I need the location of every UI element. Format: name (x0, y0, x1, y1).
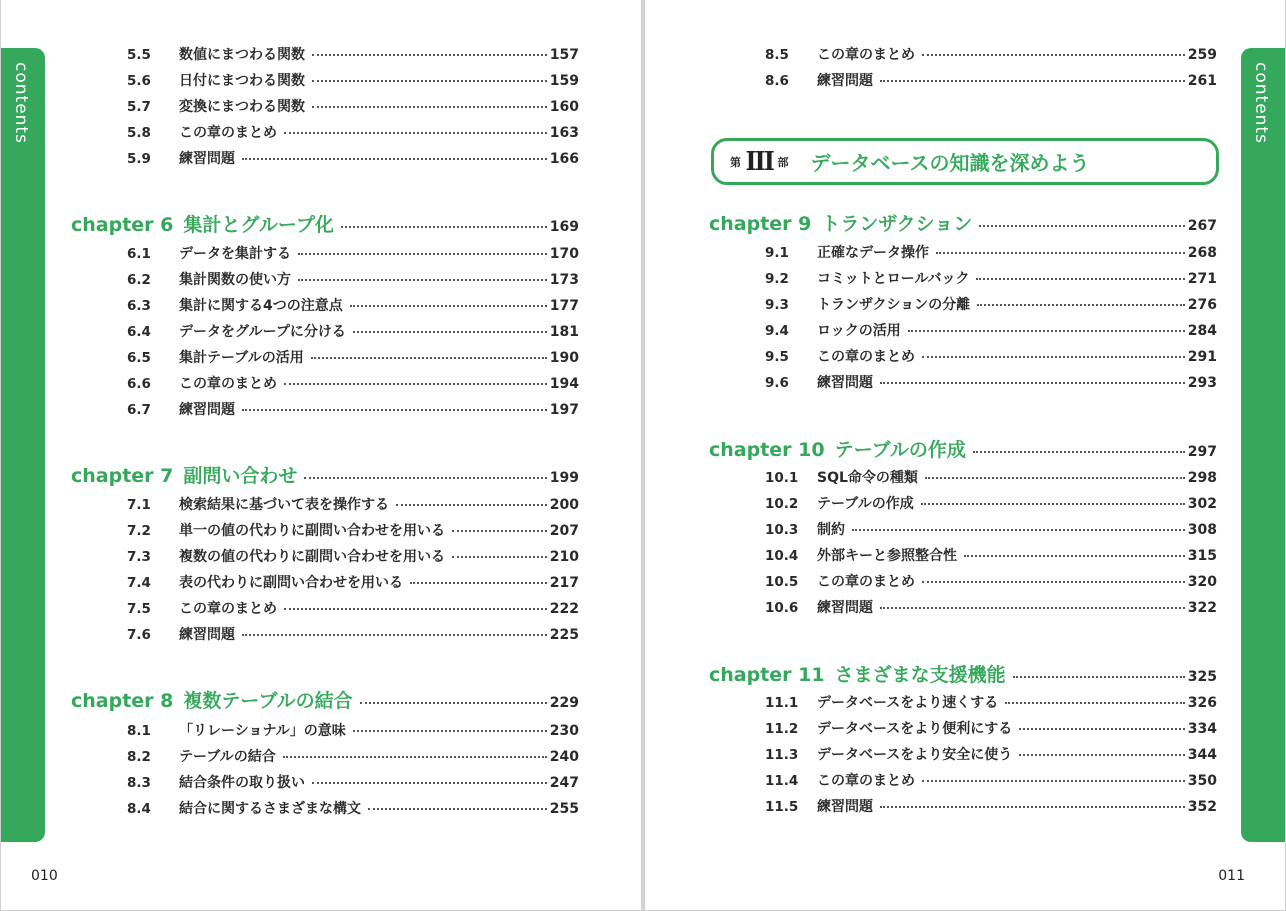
dot-leader (964, 555, 1185, 557)
dot-leader (284, 383, 547, 385)
toc-chapter-entry[interactable] (71, 210, 579, 237)
section-title: この章のまとめ (817, 773, 915, 789)
toc-section-entry[interactable] (709, 545, 1217, 565)
section-number: 7.1 (127, 497, 151, 513)
section-number: 11.4 (765, 773, 799, 789)
toc-section-entry[interactable] (71, 122, 579, 142)
page-number: 177 (549, 298, 579, 314)
section-title: データベースをより便利にする (817, 721, 1013, 737)
toc-section-entry[interactable] (71, 494, 579, 514)
dot-leader (312, 106, 547, 108)
page-number: 181 (549, 324, 579, 340)
page-number: 293 (1187, 375, 1217, 391)
contents-tab-label: contents (11, 62, 31, 144)
toc-section-entry[interactable] (709, 372, 1217, 392)
section-number: 6.5 (127, 350, 151, 366)
part-numeral: III (745, 146, 773, 177)
dot-leader (304, 477, 546, 479)
toc-section-entry[interactable] (71, 772, 579, 792)
toc-section-entry[interactable] (709, 597, 1217, 617)
dot-leader (312, 782, 547, 784)
dot-leader (922, 780, 1185, 782)
page-number: 210 (549, 549, 579, 565)
section-title: データをグループに分ける (179, 324, 346, 340)
toc-section-entry[interactable] (71, 624, 579, 644)
chapter-label: chapter 10 (709, 439, 825, 461)
page-number: 267 (1187, 218, 1217, 234)
page-number: 169 (549, 219, 579, 235)
dot-leader (973, 451, 1185, 453)
section-number: 6.1 (127, 246, 151, 262)
page-number: 255 (549, 801, 579, 817)
toc-section-entry[interactable] (709, 519, 1217, 539)
dot-leader (976, 278, 1184, 280)
dot-leader (284, 608, 547, 610)
section-number: 9.5 (765, 349, 789, 365)
section-number: 7.4 (127, 575, 151, 591)
toc-section-entry[interactable] (709, 493, 1217, 513)
section-title: 単一の値の代わりに副問い合わせを用いる (179, 523, 445, 539)
section-title: データベースをより速くする (817, 695, 999, 711)
page-number: 247 (549, 775, 579, 791)
section-number: 9.3 (765, 297, 789, 313)
page-number: 320 (1187, 574, 1217, 590)
section-title: 集計テーブルの活用 (179, 350, 304, 366)
section-number: 10.5 (765, 574, 799, 590)
section-title: 練習問題 (817, 73, 873, 89)
toc-chapter-entry[interactable] (71, 461, 579, 488)
section-title: 練習問題 (179, 402, 235, 418)
left-page (0, 0, 642, 911)
toc-section-entry[interactable] (71, 720, 579, 740)
section-title: データを集計する (179, 246, 291, 262)
section-number: 7.6 (127, 627, 151, 643)
dot-leader (341, 226, 547, 228)
section-number: 10.2 (765, 496, 799, 512)
section-number: 9.6 (765, 375, 789, 391)
chapter-title: 集計とグループ化 (183, 214, 334, 236)
contents-tab-left (1, 48, 45, 842)
section-title: 表の代わりに副問い合わせを用いる (179, 575, 403, 591)
toc-section-entry[interactable] (71, 347, 579, 367)
page-number: 163 (549, 125, 579, 141)
toc-section-entry[interactable] (709, 242, 1217, 262)
page-number: 259 (1187, 47, 1217, 63)
dot-leader (311, 357, 547, 359)
toc-section-entry[interactable] (71, 44, 579, 64)
section-number: 8.5 (765, 47, 789, 63)
toc-section-entry[interactable] (709, 44, 1217, 64)
page-number: 157 (549, 47, 579, 63)
right-page (644, 0, 1286, 911)
section-number: 9.1 (765, 245, 789, 261)
section-title: この章のまとめ (179, 601, 277, 617)
section-title: 日付にまつわる関数 (179, 73, 305, 89)
dot-leader (353, 331, 547, 333)
section-title: コミットとロールバック (817, 271, 970, 287)
section-title: 正確なデータ操作 (817, 245, 929, 261)
dot-leader (283, 756, 547, 758)
dot-leader (979, 225, 1185, 227)
page-number: 197 (549, 402, 579, 418)
section-number: 6.4 (127, 324, 151, 340)
toc-section-entry[interactable] (709, 320, 1217, 340)
section-title: 結合条件の取り扱い (179, 775, 305, 791)
page-number: 230 (549, 723, 579, 739)
section-number: 6.3 (127, 298, 151, 314)
page-number: 298 (1187, 470, 1217, 486)
section-number: 5.7 (127, 99, 151, 115)
dot-leader (410, 582, 547, 584)
toc-section-entry[interactable] (71, 373, 579, 393)
page-number: 276 (1187, 297, 1217, 313)
dot-leader (908, 330, 1185, 332)
section-number: 8.4 (127, 801, 151, 817)
dot-leader (922, 54, 1185, 56)
section-title: 練習問題 (179, 627, 235, 643)
section-title: この章のまとめ (817, 47, 915, 63)
page-number: 194 (549, 376, 579, 392)
section-title: 外部キーと参照整合性 (817, 548, 957, 564)
page-number: 261 (1187, 73, 1217, 89)
page-number: 308 (1187, 522, 1217, 538)
page-number: 350 (1187, 773, 1217, 789)
chapter-label: chapter 6 (71, 214, 174, 236)
chapter-label: chapter 7 (71, 465, 174, 487)
dot-leader (922, 356, 1185, 358)
section-number: 11.2 (765, 721, 799, 737)
toc-chapter-entry[interactable] (709, 435, 1217, 462)
toc-section-entry[interactable] (71, 746, 579, 766)
dot-leader (298, 279, 547, 281)
section-title: この章のまとめ (817, 349, 915, 365)
section-number: 10.1 (765, 470, 799, 486)
chapter-title: トランザクション (821, 213, 973, 235)
toc-section-entry[interactable] (71, 269, 579, 289)
page-number: 190 (549, 350, 579, 366)
section-title: 集計関数の使い方 (179, 272, 291, 288)
dot-leader (350, 305, 547, 307)
toc-section-entry[interactable] (71, 96, 579, 116)
section-number: 8.6 (765, 73, 789, 89)
toc-section-entry[interactable] (709, 770, 1217, 790)
section-title: この章のまとめ (179, 376, 277, 392)
section-number: 11.5 (765, 799, 799, 815)
section-number: 5.8 (127, 125, 151, 141)
toc-chapter-entry[interactable] (709, 209, 1217, 236)
toc-section-entry[interactable] (71, 798, 579, 818)
toc-chapter-entry[interactable] (709, 660, 1217, 687)
page-number: 240 (549, 749, 579, 765)
page-number: 334 (1187, 721, 1217, 737)
section-number: 11.3 (765, 747, 799, 763)
toc-section-entry[interactable] (71, 598, 579, 618)
chapter-label: chapter 9 (709, 213, 812, 235)
page-number: 225 (549, 627, 579, 643)
section-title: 変換にまつわる関数 (179, 99, 305, 115)
chapter-title: 副問い合わせ (183, 465, 298, 487)
section-number: 10.3 (765, 522, 799, 538)
section-number: 8.1 (127, 723, 151, 739)
toc-section-entry[interactable] (709, 692, 1217, 712)
toc-section-entry[interactable] (71, 70, 579, 90)
toc-section-entry[interactable] (709, 294, 1217, 314)
section-title: 練習問題 (179, 151, 235, 167)
section-number: 6.6 (127, 376, 151, 392)
section-title: 集計に関する4つの注意点 (179, 298, 343, 314)
dot-leader (1019, 728, 1184, 730)
section-number: 7.2 (127, 523, 151, 539)
toc-section-entry[interactable] (71, 321, 579, 341)
page-number: 217 (549, 575, 579, 591)
section-number: 10.6 (765, 600, 799, 616)
dot-leader (880, 607, 1185, 609)
page-number: 207 (549, 523, 579, 539)
chapter-title: テーブルの作成 (834, 439, 966, 461)
dot-leader (452, 530, 547, 532)
dot-leader (921, 503, 1185, 505)
section-title: SQL命令の種類 (817, 470, 918, 486)
section-title: ロックの活用 (817, 323, 901, 339)
section-title: この章のまとめ (817, 574, 915, 590)
section-number: 9.2 (765, 271, 789, 287)
toc-section-entry[interactable] (71, 399, 579, 419)
dot-leader (880, 382, 1185, 384)
toc-section-entry[interactable] (71, 546, 579, 566)
dot-leader (368, 808, 547, 810)
section-title: 練習問題 (817, 375, 873, 391)
page-number: 159 (549, 73, 579, 89)
chapter-title: さまざまな支援機能 (834, 664, 1006, 686)
section-number: 7.3 (127, 549, 151, 565)
dot-leader (1013, 676, 1185, 678)
section-number: 5.5 (127, 47, 151, 63)
section-title: この章のまとめ (179, 125, 277, 141)
page-number: 268 (1187, 245, 1217, 261)
toc-chapter-entry[interactable] (71, 686, 579, 713)
page-number: 322 (1187, 600, 1217, 616)
contents-tab-label: contents (1251, 62, 1271, 144)
section-number: 6.2 (127, 272, 151, 288)
toc-section-entry[interactable] (709, 718, 1217, 738)
section-title: トランザクションの分離 (817, 297, 971, 313)
page-number: 325 (1187, 669, 1217, 685)
contents-tab-right (1241, 48, 1285, 842)
dot-leader (452, 556, 547, 558)
section-number: 8.3 (127, 775, 151, 791)
section-number: 6.7 (127, 402, 151, 418)
page-number-left: 010 (31, 868, 58, 884)
toc-section-entry[interactable] (71, 243, 579, 263)
dot-leader (880, 806, 1185, 808)
dot-leader (284, 132, 547, 134)
section-title: 練習問題 (817, 799, 873, 815)
section-number: 9.4 (765, 323, 789, 339)
toc-section-entry[interactable] (709, 467, 1217, 487)
section-number: 11.1 (765, 695, 799, 711)
section-title: 検索結果に基づいて表を操作する (179, 497, 389, 513)
page-number: 173 (549, 272, 579, 288)
section-title: 結合に関するさまざまな構文 (179, 801, 361, 817)
section-title: テーブルの結合 (179, 749, 276, 765)
toc-section-entry[interactable] (709, 346, 1217, 366)
section-title: 数値にまつわる関数 (179, 47, 305, 63)
page-number: 326 (1187, 695, 1217, 711)
dot-leader (312, 80, 547, 82)
part-prefix: 第 (730, 155, 741, 169)
page-number-right: 011 (1218, 868, 1245, 884)
page-number: 160 (549, 99, 579, 115)
toc-section-entry[interactable] (709, 268, 1217, 288)
section-title: 制約 (817, 522, 845, 538)
chapter-label: chapter 8 (71, 690, 174, 712)
page-number: 344 (1187, 747, 1217, 763)
section-title: 練習問題 (817, 600, 873, 616)
dot-leader (353, 730, 547, 732)
page-number: 315 (1187, 548, 1217, 564)
dot-leader (936, 252, 1185, 254)
section-number: 7.5 (127, 601, 151, 617)
dot-leader (360, 702, 547, 704)
toc-section-entry[interactable] (709, 571, 1217, 591)
page-number: 297 (1187, 444, 1217, 460)
dot-leader (242, 409, 547, 411)
section-title: データベースをより安全に使う (817, 747, 1013, 763)
section-number: 10.4 (765, 548, 799, 564)
dot-leader (1019, 754, 1184, 756)
toc-section-entry[interactable] (71, 295, 579, 315)
dot-leader (312, 54, 547, 56)
dot-leader (242, 634, 547, 636)
part-suffix: 部 (777, 155, 789, 169)
page-number: 166 (549, 151, 579, 167)
part-title: データベースの知識を深めよう (810, 151, 1090, 175)
dot-leader (396, 504, 547, 506)
part-heading (711, 138, 1219, 185)
dot-leader (242, 158, 547, 160)
toc-section-entry[interactable] (71, 520, 579, 540)
section-number: 8.2 (127, 749, 151, 765)
page-number: 170 (549, 246, 579, 262)
page-number: 302 (1187, 496, 1217, 512)
page-number: 271 (1187, 271, 1217, 287)
dot-leader (922, 581, 1185, 583)
dot-leader (298, 253, 547, 255)
page-number: 284 (1187, 323, 1217, 339)
section-title: 「リレーショナル」の意味 (179, 723, 346, 739)
page-number: 352 (1187, 799, 1217, 815)
page-number: 222 (549, 601, 579, 617)
page-number: 229 (549, 695, 579, 711)
toc-section-entry[interactable] (71, 148, 579, 168)
toc-section-entry[interactable] (709, 796, 1217, 816)
section-number: 5.9 (127, 151, 151, 167)
page-number: 291 (1187, 349, 1217, 365)
page-number: 199 (549, 470, 579, 486)
dot-leader (852, 529, 1185, 531)
section-number: 5.6 (127, 73, 151, 89)
toc-section-entry[interactable] (709, 744, 1217, 764)
section-title: テーブルの作成 (817, 496, 914, 512)
toc-section-entry[interactable] (709, 70, 1217, 90)
dot-leader (925, 477, 1185, 479)
dot-leader (977, 304, 1185, 306)
section-title: 複数の値の代わりに副問い合わせを用いる (179, 549, 445, 565)
toc-section-entry[interactable] (71, 572, 579, 592)
dot-leader (880, 80, 1185, 82)
dot-leader (1005, 702, 1184, 704)
chapter-label: chapter 11 (709, 664, 825, 686)
chapter-title: 複数テーブルの結合 (183, 690, 353, 712)
page-number: 200 (549, 497, 579, 513)
